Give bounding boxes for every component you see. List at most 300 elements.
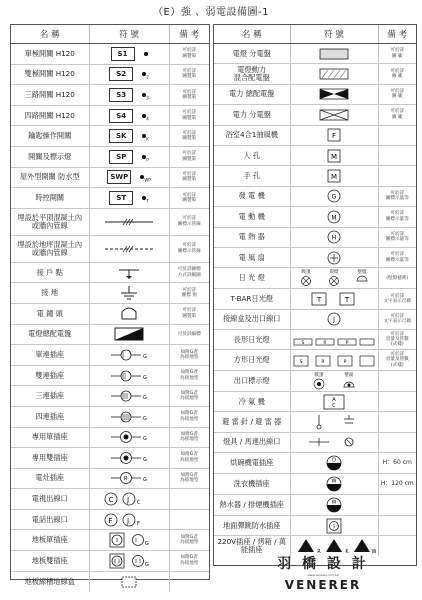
row-symbol — [290, 105, 378, 125]
legend-symbol-icon — [291, 393, 378, 411]
svg-text:M: M — [331, 214, 337, 222]
row-symbol — [290, 330, 378, 350]
page-title: （E）強 、弱電設備圖-1 — [153, 7, 269, 18]
legend-symbol-icon — [291, 148, 378, 164]
row-note: 可於詳 圖標示量等 — [378, 247, 416, 267]
row-name: 電 鐘 頭 — [11, 303, 89, 324]
row-note: 可於詳 圖製策 — [169, 188, 209, 209]
row-name: 地板雙插座 — [11, 551, 89, 572]
svg-text:R: R — [321, 360, 325, 366]
row-symbol — [89, 167, 169, 188]
svg-text:T: T — [316, 295, 322, 304]
svg-text:R: R — [317, 549, 321, 556]
legend-symbol-icon — [291, 310, 378, 328]
svg-text:C: C — [137, 500, 141, 507]
row-name: 雙連插座 — [11, 365, 89, 386]
row-note — [378, 125, 416, 145]
legend-symbol-icon — [291, 495, 378, 515]
table-row — [214, 227, 416, 247]
legend-symbol-icon — [291, 208, 378, 226]
header-name: 名 稱 — [11, 25, 89, 44]
row-note: 可於詳 圖製策 — [169, 105, 209, 126]
row-symbol — [290, 166, 378, 186]
row-note: 如附G者 為接地型 — [169, 386, 209, 407]
svg-text:吸頂: 吸頂 — [314, 372, 324, 378]
row-symbol — [89, 324, 169, 345]
legend-symbol-icon — [90, 532, 169, 548]
left-legend-table — [10, 24, 210, 586]
table-row — [214, 247, 416, 267]
switch-symbol-box: SP — [109, 150, 133, 164]
row-name: 單連插座 — [11, 345, 89, 366]
table-row — [214, 268, 416, 289]
row-name: 烘碗機電插座 — [214, 453, 290, 474]
row-name: 屋外型開關 防水型 — [11, 167, 89, 188]
table-row — [11, 188, 209, 209]
svg-text:壁燈: 壁燈 — [357, 270, 367, 276]
row-symbol — [89, 365, 169, 386]
switch-symbol-box: SWP — [107, 170, 131, 184]
row-note: 如附G者 為接地型 — [169, 468, 209, 489]
table-row — [11, 208, 209, 235]
row-note — [378, 166, 416, 186]
svg-text:H: H — [331, 234, 337, 242]
row-name: 接 戶 點 — [11, 262, 89, 283]
table-row — [214, 105, 416, 125]
svg-text:W: W — [371, 549, 376, 556]
row-note: 可於詳 圖製策 — [169, 85, 209, 106]
row-name: 熱水器 / 排煙機插座 — [214, 495, 290, 516]
row-name: 接線盒及出口線口 — [214, 309, 290, 329]
legend-symbol-icon — [291, 453, 378, 473]
row-name: 地板線槽地線盒 — [11, 571, 89, 592]
table-row — [214, 350, 416, 370]
row-name: 220V插座 / 烤箱 / 萬能插座 — [214, 536, 290, 557]
row-symbol — [290, 125, 378, 145]
table-row — [11, 468, 209, 489]
legend-symbol-icon — [90, 369, 169, 383]
header-name: 名 稱 — [214, 25, 290, 44]
table-row — [11, 509, 209, 530]
svg-text:C: C — [332, 402, 336, 409]
row-note: 可於詳 圖標示量等 — [378, 186, 416, 206]
svg-text:F: F — [331, 132, 337, 141]
row-symbol — [290, 84, 378, 104]
legend-symbol-icon — [90, 410, 169, 424]
row-note — [378, 145, 416, 165]
switch-symbol-box: S4 — [109, 109, 133, 123]
row-name: 電力 分電盤 — [214, 105, 290, 125]
legend-symbol-icon — [90, 512, 169, 528]
row-note — [169, 509, 209, 530]
legend-symbol-icon — [90, 553, 169, 569]
svg-text:W: W — [331, 478, 337, 485]
row-name: 方形日光燈 — [214, 350, 290, 370]
row-note: 可於詳圖標 方式詳細圖 — [169, 262, 209, 283]
legend-symbol-icon — [90, 215, 169, 229]
row-symbol — [89, 386, 169, 407]
table-row — [11, 406, 209, 427]
row-name: 電視出線口 — [11, 489, 89, 510]
svg-text:G: G — [145, 561, 149, 568]
legend-symbol-icon — [291, 331, 378, 349]
legend-symbol-icon — [291, 67, 378, 81]
row-note: 可於詳 圖 範 — [378, 64, 416, 84]
row-name: 發 電 機 — [214, 186, 290, 206]
row-symbol — [290, 412, 378, 432]
table-row — [11, 167, 209, 188]
legend-symbol-icon — [291, 249, 378, 267]
row-symbol — [290, 516, 378, 536]
legend-symbol-icon — [291, 168, 378, 184]
row-note — [378, 516, 416, 536]
logo-url: www.venerer.com.tw — [307, 573, 339, 577]
row-symbol — [89, 489, 169, 510]
row-name: 單極開關 H120 — [11, 44, 89, 65]
row-name: 避 雷 針 / 避 雷 器 — [214, 412, 290, 432]
legend-symbol-icon — [90, 575, 169, 589]
table-row — [11, 571, 209, 592]
row-name: 電力 總配電盤 — [214, 84, 290, 104]
row-note: 可於詳 圖 範 — [378, 105, 416, 125]
switch-dot-label: WP — [144, 177, 151, 183]
legend-symbol-icon — [291, 127, 378, 143]
row-symbol — [89, 345, 169, 366]
svg-text:J: J — [333, 316, 335, 324]
row-name: 三連插座 — [11, 386, 89, 407]
svg-text:G: G — [143, 374, 147, 381]
row-note: H：120 cm — [378, 474, 416, 495]
legend-symbol-icon — [291, 474, 378, 494]
switch-dot-label: K — [146, 136, 149, 142]
switch-symbol-box: SK — [109, 129, 133, 143]
row-name: 埋設於平頂混凝土內 或牆內管線 — [11, 208, 89, 235]
svg-text:S: S — [299, 360, 303, 366]
row-symbol — [290, 227, 378, 247]
svg-text:G: G — [143, 477, 147, 484]
svg-text:J: J — [127, 496, 130, 505]
table-row — [11, 262, 209, 283]
row-name: 地板單插座 — [11, 530, 89, 551]
row-symbol — [89, 283, 169, 304]
row-symbol — [89, 468, 169, 489]
row-symbol — [290, 247, 378, 267]
row-name: 電灶插座 — [11, 468, 89, 489]
row-name: 接 地 — [11, 283, 89, 304]
row-symbol — [89, 509, 169, 530]
switch-symbol-box: S2 — [109, 67, 133, 81]
svg-text:G: G — [143, 353, 147, 360]
row-name: 出口標示燈 — [214, 370, 290, 391]
legend-symbol-icon — [90, 285, 169, 301]
svg-text:崁燈: 崁燈 — [329, 270, 339, 276]
row-note: 如附G者 為接地型 — [169, 530, 209, 551]
legend-symbol-icon — [291, 268, 378, 288]
table-row — [11, 324, 209, 345]
row-name: 埋設於地坪混凝土內 或牆內管線 — [11, 235, 89, 262]
legend-symbol-icon — [291, 187, 378, 205]
row-symbol — [89, 303, 169, 324]
row-symbol — [89, 448, 169, 469]
svg-text:C: C — [108, 496, 114, 505]
svg-text:P: P — [343, 360, 347, 366]
row-note: 可於詳 圖製策 — [169, 167, 209, 188]
row-symbol — [290, 268, 378, 289]
row-note: 可於詳 圖標示量等 — [378, 227, 416, 247]
svg-text:G: G — [143, 415, 147, 422]
row-symbol — [89, 235, 169, 262]
row-symbol — [89, 551, 169, 572]
table-row — [214, 44, 416, 64]
svg-text:壁面: 壁面 — [344, 372, 354, 378]
table-row — [11, 146, 209, 167]
row-name: 浴室4合1抽風機 — [214, 125, 290, 145]
table-row — [11, 303, 209, 324]
row-symbol — [290, 474, 378, 495]
table-row — [11, 105, 209, 126]
table-row — [214, 289, 416, 309]
row-name: 三路開關 H120 — [11, 85, 89, 106]
table-row — [214, 495, 416, 516]
legend-symbol-icon — [291, 371, 378, 391]
switch-dot-label: 4 — [146, 115, 149, 121]
legend-symbol-icon — [90, 242, 169, 256]
row-symbol — [89, 85, 169, 106]
switch-symbol-box: ST — [109, 191, 133, 205]
row-symbol — [290, 350, 378, 370]
row-name: 鑰匙操作開關 — [11, 126, 89, 147]
logo-chinese: 羽 橋 設 計 — [277, 556, 369, 572]
svg-text:M: M — [330, 152, 338, 161]
row-name: 洗衣機插座 — [214, 474, 290, 495]
table-row — [214, 309, 416, 329]
table-row — [11, 365, 209, 386]
legend-symbol-icon — [90, 451, 169, 465]
row-name: 開關及標示燈 — [11, 146, 89, 167]
row-note — [169, 489, 209, 510]
row-note: 可於詳 圖製策 — [169, 126, 209, 147]
row-name: 人 孔 — [214, 145, 290, 165]
table-row — [11, 386, 209, 407]
legend-symbol-icon — [291, 517, 378, 535]
row-symbol — [89, 530, 169, 551]
row-note: 可於詳 圖標示管線 — [169, 208, 209, 235]
row-note: 如附G者 為接地型 — [169, 365, 209, 386]
row-name: 電 動 機 — [214, 207, 290, 227]
table-row — [214, 64, 416, 84]
header-symbol: 符 號 — [89, 25, 169, 44]
header-note: 備 考 — [378, 25, 416, 44]
legend-symbol-icon — [291, 87, 378, 101]
switch-dot-label: T — [146, 198, 149, 204]
switch-dot-label: 3 — [146, 95, 149, 101]
row-name: 電燈總配電盤 — [11, 324, 89, 345]
legend-symbol-icon — [291, 433, 378, 451]
table-row — [214, 125, 416, 145]
legend-symbol-icon — [291, 351, 378, 369]
row-note: 可於詳 圖 範 — [378, 44, 416, 64]
row-symbol — [290, 370, 378, 391]
row-name: 電燈 分電盤 — [214, 44, 290, 64]
row-symbol — [290, 64, 378, 84]
table-row — [214, 516, 416, 536]
table-row — [11, 448, 209, 469]
row-note — [378, 412, 416, 432]
row-symbol — [290, 309, 378, 329]
switch-symbol-box: S3 — [109, 88, 133, 102]
table-row — [11, 235, 209, 262]
switch-dot-icon — [144, 52, 148, 56]
logo-english: VENERER — [284, 578, 362, 592]
switch-dot-label: P — [146, 157, 149, 163]
header-note: 備 考 — [169, 25, 209, 44]
row-symbol — [290, 453, 378, 474]
row-symbol — [290, 44, 378, 64]
svg-text:S: S — [301, 340, 305, 346]
svg-text:F: F — [137, 520, 140, 527]
svg-text:A: A — [332, 396, 336, 403]
row-note: 可於詳 圖製策 — [169, 146, 209, 167]
svg-text:G: G — [145, 541, 149, 548]
table-row — [214, 330, 416, 350]
row-symbol — [89, 146, 169, 167]
row-name: 電燈動力 混合配電盤 — [214, 64, 290, 84]
table-row — [214, 145, 416, 165]
table-row — [11, 427, 209, 448]
table-row — [214, 453, 416, 474]
row-name: 專用單插座 — [11, 427, 89, 448]
legend-symbol-icon — [90, 348, 169, 362]
row-name: 時控開關 — [11, 188, 89, 209]
row-note — [378, 536, 416, 557]
svg-text:G: G — [331, 193, 337, 201]
row-note: 可於詳細標 — [169, 324, 209, 345]
row-symbol — [290, 432, 378, 452]
svg-text:G: G — [143, 436, 147, 443]
row-note — [169, 571, 209, 592]
row-name: 雙極開關 H120 — [11, 64, 89, 85]
svg-text:J: J — [127, 516, 130, 525]
row-note: 如附G者 為接地型 — [169, 406, 209, 427]
row-note: 可於詳 圖 範 — [378, 84, 416, 104]
table-row — [11, 530, 209, 551]
table-row — [214, 432, 416, 452]
row-note: 如附G者 為接地型 — [169, 551, 209, 572]
row-symbol — [290, 391, 378, 411]
legend-symbol-icon — [90, 306, 169, 322]
table-row — [11, 345, 209, 366]
svg-text:T: T — [344, 295, 350, 304]
legend-symbol-icon — [291, 108, 378, 122]
row-note: 可於詳 圖標 預 — [169, 283, 209, 304]
legend-symbol-icon — [291, 47, 378, 61]
row-name: 四路開關 H120 — [11, 105, 89, 126]
switch-symbol-box: S1 — [111, 47, 135, 61]
table-row — [214, 84, 416, 104]
row-symbol — [290, 186, 378, 206]
row-note: 可於詳 文字表示尺碼 — [378, 289, 416, 309]
table-row — [214, 207, 416, 227]
row-note — [378, 370, 416, 391]
svg-text:吸頂: 吸頂 — [301, 270, 311, 276]
table-row — [214, 186, 416, 206]
row-note: 可於詳 容量及管數 (式樣) — [378, 350, 416, 370]
table-row — [11, 85, 209, 106]
row-symbol — [89, 64, 169, 85]
row-note: 如附G者 為接地型 — [169, 345, 209, 366]
row-name: 燈具 / 馬達出線口 — [214, 432, 290, 452]
row-note: H：60 cm — [378, 453, 416, 474]
row-symbol — [89, 262, 169, 283]
legend-symbol-icon — [90, 266, 169, 280]
svg-text:R: R — [323, 340, 327, 346]
row-symbol — [290, 495, 378, 516]
legend-symbol-icon — [90, 430, 169, 444]
row-symbol — [89, 126, 169, 147]
row-name: 日 光 燈 — [214, 268, 290, 289]
row-symbol — [89, 188, 169, 209]
row-note — [378, 432, 416, 452]
svg-text:G: G — [143, 456, 147, 463]
legend-symbol-icon — [291, 228, 378, 246]
row-note: (壁燈藝術) — [378, 268, 416, 289]
row-note: 可於詳 圖製策 — [169, 303, 209, 324]
row-name: 電 熱 器 — [214, 227, 290, 247]
row-note: 可於詳 圖製策 — [169, 64, 209, 85]
row-name: 地面彈跳防水插座 — [214, 516, 290, 536]
row-name: 四連插座 — [11, 406, 89, 427]
table-row — [11, 283, 209, 304]
row-name: 手 孔 — [214, 166, 290, 186]
svg-text:K: K — [345, 549, 349, 556]
row-name: 電話出線口 — [11, 509, 89, 530]
table-row — [11, 551, 209, 572]
table-row — [214, 391, 416, 411]
row-note: 可於詳 容量及管數 (式樣) — [378, 330, 416, 350]
table-row — [214, 474, 416, 495]
legend-symbol-icon — [90, 471, 169, 485]
brand-logo — [268, 553, 378, 597]
header-symbol: 符 號 — [290, 25, 378, 44]
row-name: T-BAR日光燈 — [214, 289, 290, 309]
row-name: 長形日光燈 — [214, 330, 290, 350]
svg-text:R: R — [124, 476, 128, 483]
svg-text:G: G — [143, 395, 147, 402]
row-symbol — [89, 105, 169, 126]
row-note: 可於詳 圖標示量等 — [378, 207, 416, 227]
row-note: 如附G者 為接地型 — [169, 427, 209, 448]
legend-symbol-icon — [90, 491, 169, 507]
legend-symbol-icon — [291, 290, 378, 308]
table-row — [214, 412, 416, 432]
legend-symbol-icon — [291, 413, 378, 431]
row-name: 專用雙插座 — [11, 448, 89, 469]
svg-text:P: P — [345, 340, 349, 346]
row-symbol — [89, 208, 169, 235]
row-note: 可於詳 圖標示管線 — [169, 235, 209, 262]
row-note — [378, 495, 416, 516]
row-symbol — [290, 207, 378, 227]
row-name: 電 風 扇 — [214, 247, 290, 267]
table-row — [11, 64, 209, 85]
table-row — [214, 370, 416, 391]
svg-text:W: W — [331, 499, 337, 506]
table-row — [214, 166, 416, 186]
svg-text:F: F — [108, 516, 113, 525]
row-note: 如附G者 為接地型 — [169, 448, 209, 469]
right-legend-table — [213, 24, 417, 566]
row-name: 冷 氣 機 — [214, 391, 290, 411]
